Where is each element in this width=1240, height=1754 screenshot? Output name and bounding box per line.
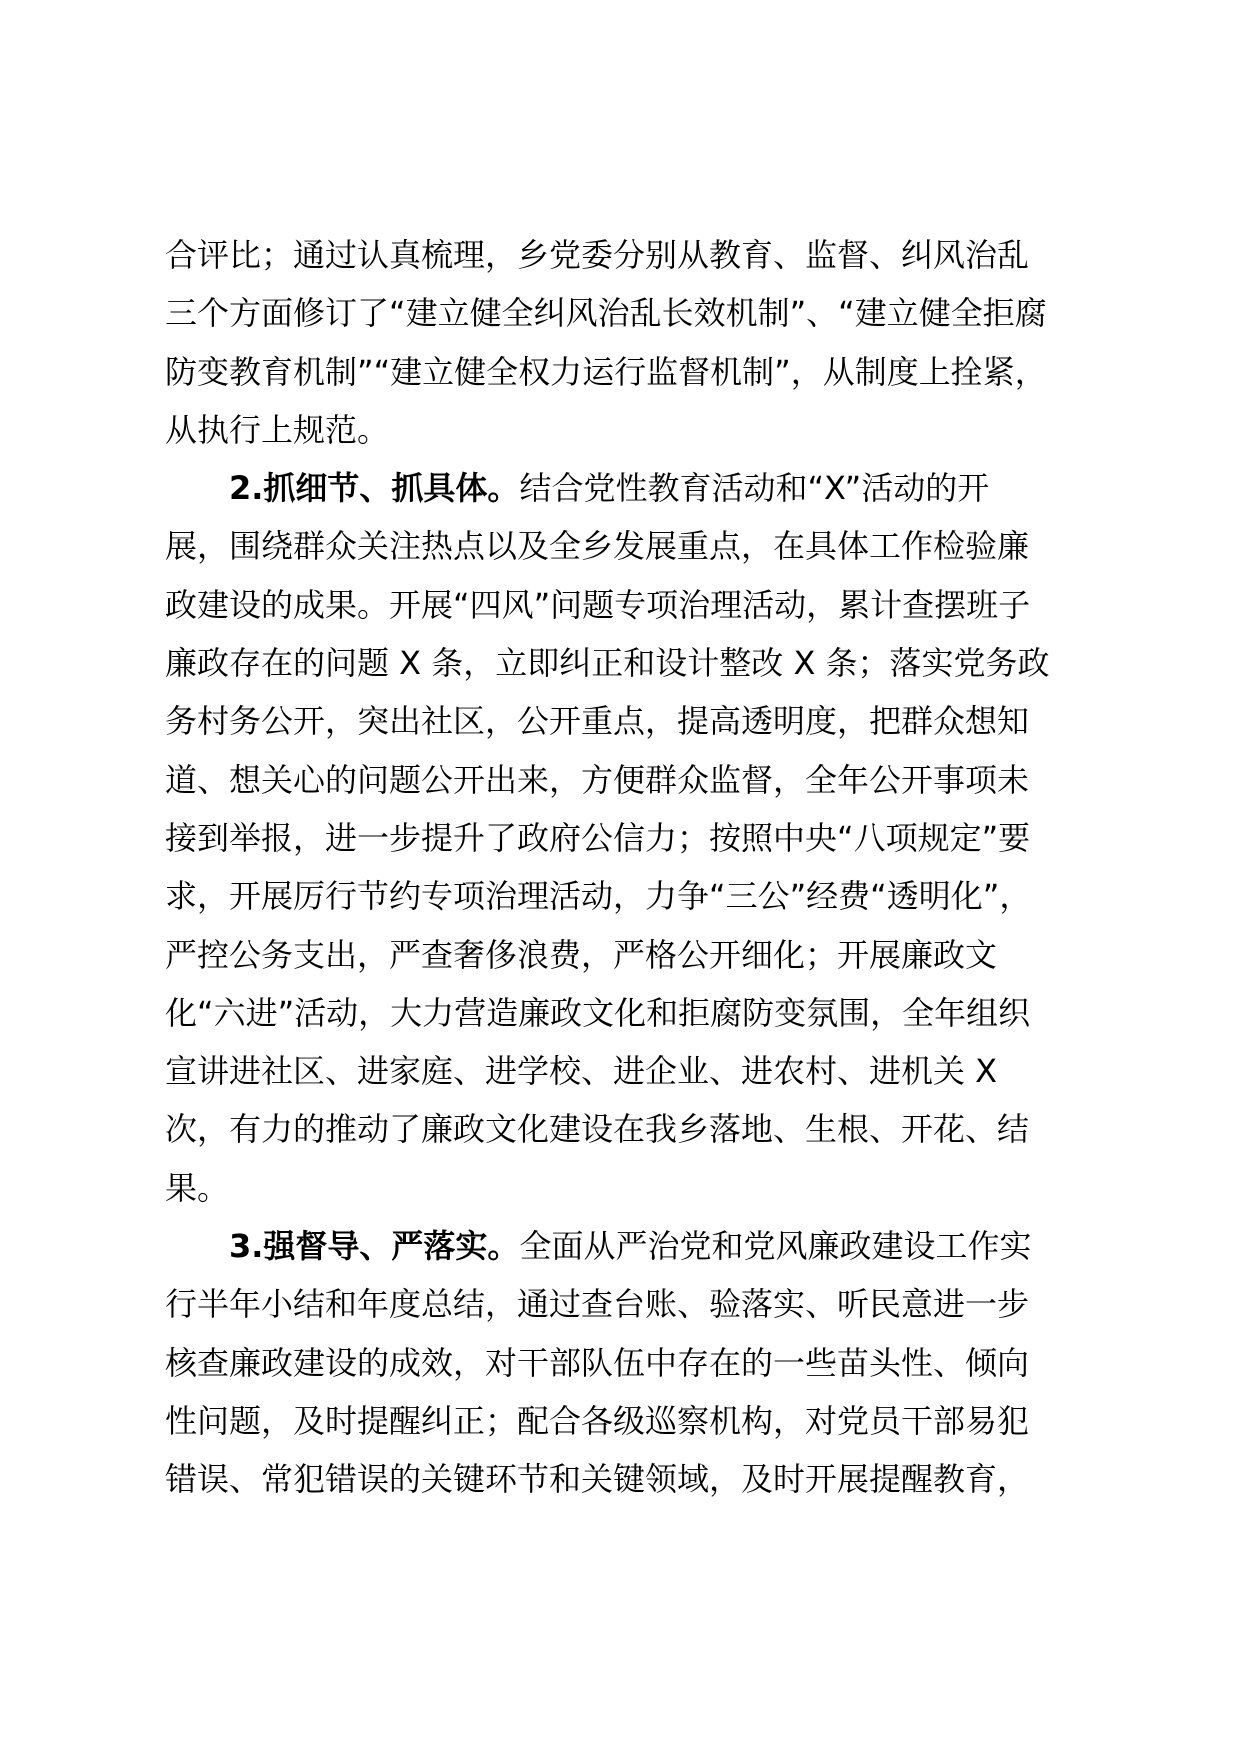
text-line: 宣讲进社区、进家庭、进学校、进企业、进农村、进机关 X	[165, 1052, 998, 1091]
paragraph-1	[165, 226, 1085, 459]
text-line: 错误、常犯错误的关键环节和关键领域，及时开展提醒教育，	[165, 1460, 1030, 1499]
text-line: 行半年小结和年度总结，通过查台账、验落实、听民意进一步	[165, 1285, 1030, 1324]
text-line: 防变教育机制”“建立健全权力运行监督机制”，从制度上拴紧，	[165, 352, 1047, 391]
text-run: 结合党性教育活动和“X”活动的开	[519, 469, 990, 508]
text-line: 展，围绕群众关注热点以及全乡发展重点，在具体工作检验廉	[165, 527, 1030, 566]
section-heading: 2.抓细节、抓具体。	[229, 469, 520, 508]
paragraph-2	[165, 459, 1085, 1217]
paragraph-first-line	[165, 1217, 1085, 1275]
text-line: 三个方面修订了“建立健全纠风治乱长效机制”、“建立健全拒腐	[165, 294, 1047, 333]
paragraph-3	[165, 1217, 1085, 1508]
text-line: 政建设的成果。开展“四风”问题专项治理活动，累计查摆班子	[165, 585, 1031, 624]
paragraph-first-line	[165, 459, 1085, 517]
text-line: 性问题，及时提醒纠正；配合各级巡察机构，对党员干部易犯	[165, 1401, 1030, 1440]
text-line: 果。	[165, 1168, 230, 1207]
text-line: 核查廉政建设的成效，对干部队伍中存在的一些苗头性、倾向	[165, 1343, 1030, 1382]
text-line: 化“六进”活动，大力营造廉政文化和拒腐防变氛围，全年组织	[165, 993, 1031, 1032]
text-line: 合评比；通过认真梳理，乡党委分别从教育、监督、纠风治乱	[165, 236, 1030, 274]
text-line: 从执行上规范。	[165, 410, 390, 449]
text-line: 严控公务支出，严查奢侈浪费，严格公开细化；开展廉政文	[165, 935, 998, 974]
text-line: 接到举报，进一步提升了政府公信力；按照中央“八项规定”要	[165, 818, 1031, 857]
section-heading: 3.强督导、严落实。	[229, 1227, 520, 1266]
document-body	[165, 226, 1085, 1509]
text-line: 求，开展厉行节约专项治理活动，力争“三公”经费“透明化”，	[165, 877, 1032, 916]
text-line: 廉政存在的问题 X 条，立即纠正和设计整改 X 条；落实党务政	[165, 644, 1050, 683]
text-line: 道、想关心的问题公开出来，方便群众监督，全年公开事项未	[165, 760, 1030, 799]
text-line: 务村务公开，突出社区，公开重点，提高透明度，把群众想知	[165, 702, 1030, 741]
text-line: 次，有力的推动了廉政文化建设在我乡落地、生根、开花、结	[165, 1110, 1030, 1149]
text-run: 全面从严治党和党风廉政建设工作实	[519, 1227, 1032, 1266]
